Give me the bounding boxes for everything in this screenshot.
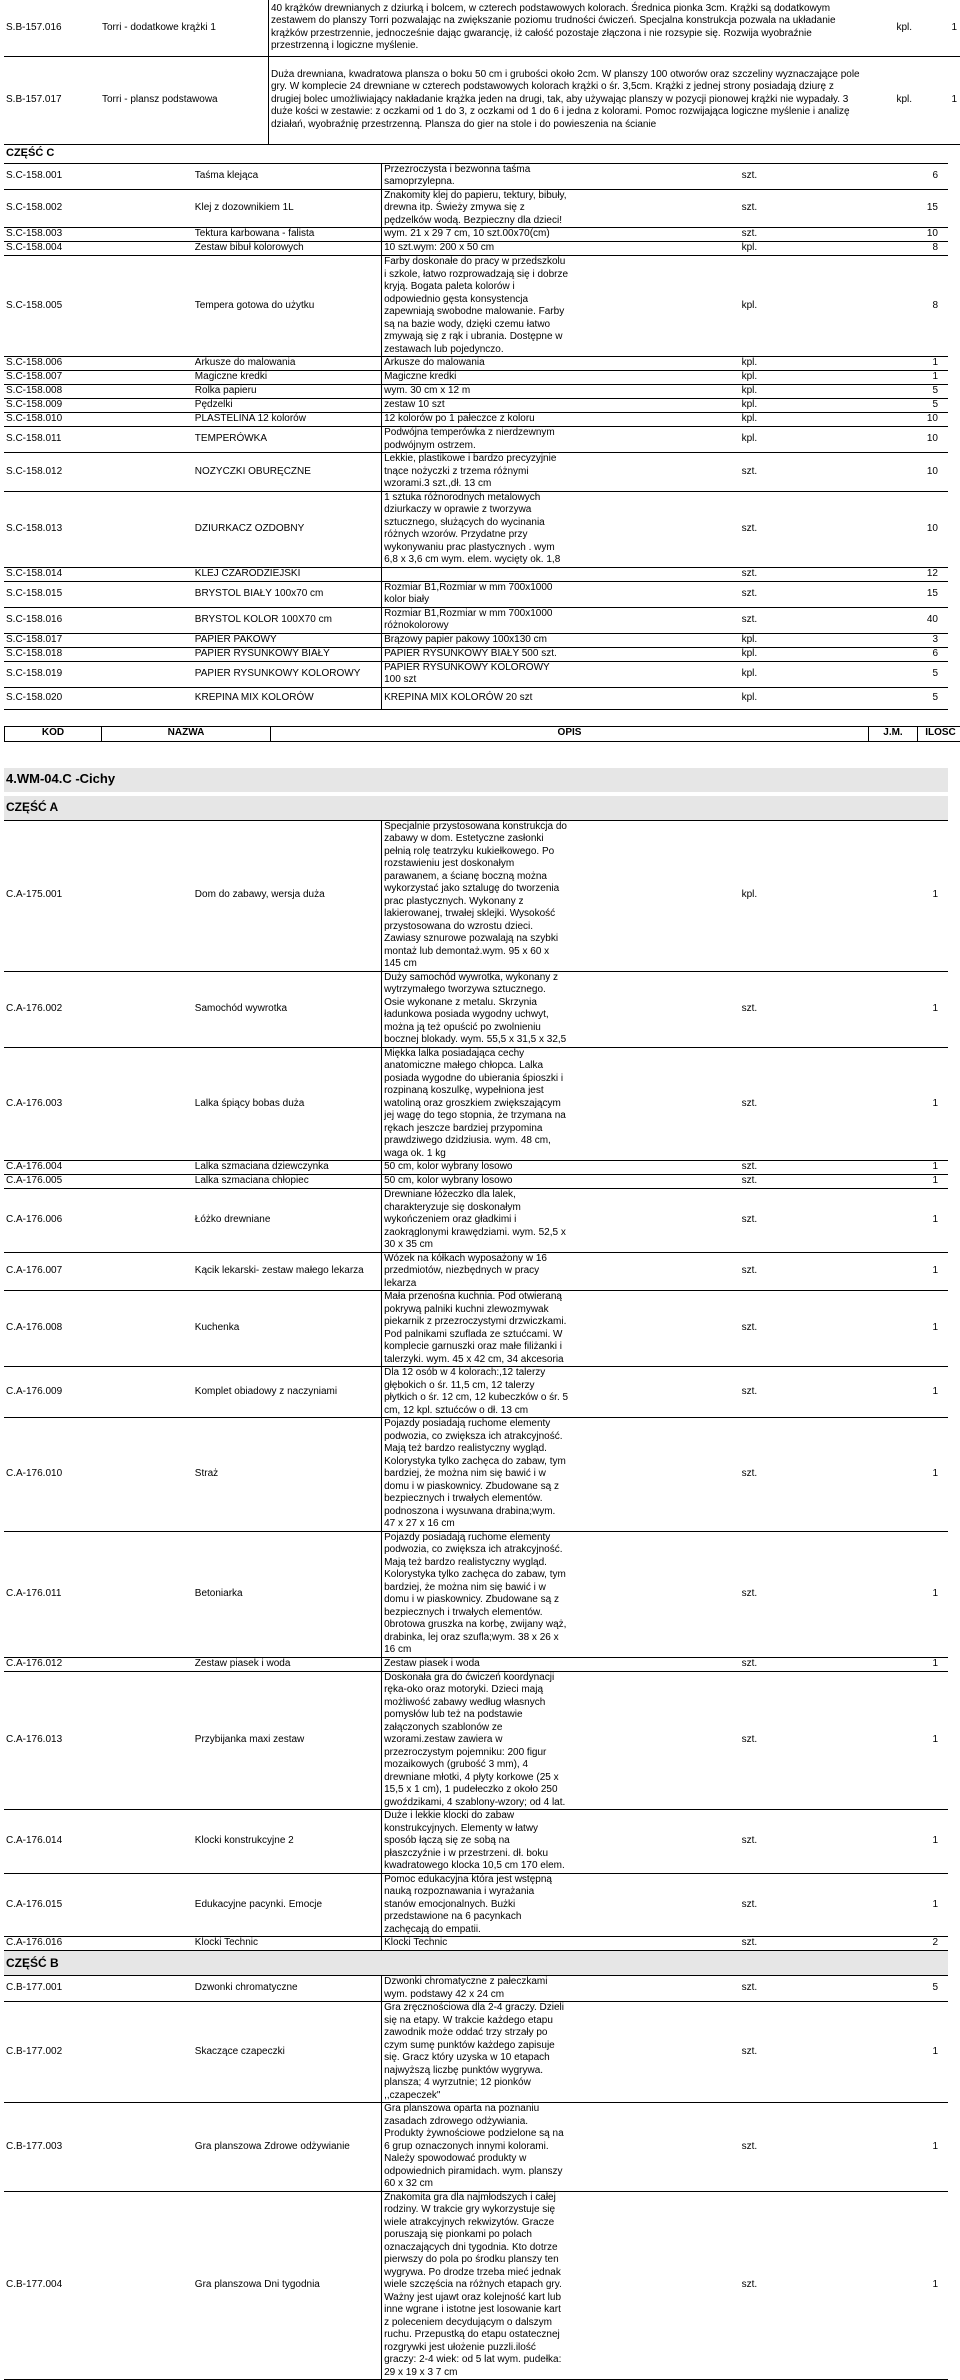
item-quantity: 1 — [759, 1161, 948, 1175]
item-quantity: 15 — [759, 581, 948, 607]
item-unit: szt. — [570, 1873, 759, 1937]
item-code: S.C-158.001 — [4, 163, 193, 189]
item-unit: szt. — [570, 1189, 759, 1253]
item-description: 10 szt.wym: 200 x 50 cm — [382, 242, 571, 256]
item-quantity: 1 — [759, 1367, 948, 1418]
item-unit: szt. — [570, 189, 759, 228]
item-name: Dom do zabawy, wersja duża — [193, 820, 382, 971]
item-name: PAPIER PAKOWY — [193, 633, 382, 647]
item-quantity: 8 — [759, 256, 948, 357]
item-code: S.B-157.016 — [4, 0, 100, 56]
wm-title: 4.WM-04.C -Cichy — [4, 768, 948, 792]
header-qty: ILOSC — [918, 726, 960, 741]
item-code: S.C-158.007 — [4, 371, 193, 385]
table-row — [4, 453, 948, 492]
item-code: C.A-176.007 — [4, 1252, 193, 1291]
item-code: S.C-158.015 — [4, 581, 193, 607]
item-quantity: 1 — [914, 0, 960, 56]
item-code: C.B-177.004 — [4, 2191, 193, 2380]
table-row — [4, 633, 948, 647]
item-quantity: 1 — [759, 1418, 948, 1532]
item-code: C.A-176.014 — [4, 1810, 193, 1874]
item-unit: szt. — [570, 607, 759, 633]
item-description: Podwójna temperówka z nierdzewnym podwójnym ostrzem. — [382, 427, 571, 453]
item-name: Torri - plansz podstawowa — [100, 56, 269, 144]
item-name: Magiczne kredki — [193, 371, 382, 385]
table-row — [4, 1175, 948, 1189]
item-description: Rozmiar B1,Rozmiar w mm 700x1000 kolor biały — [382, 581, 571, 607]
item-name: Dzwonki chromatyczne — [193, 1976, 382, 2002]
table-row — [4, 687, 948, 709]
item-code: C.A-176.008 — [4, 1291, 193, 1367]
item-code: C.A-176.015 — [4, 1873, 193, 1937]
item-name: Tempera gotowa do użytku — [193, 256, 382, 357]
item-quantity: 1 — [759, 1671, 948, 1810]
table-row — [4, 2191, 948, 2380]
item-name: Straż — [193, 1418, 382, 1532]
item-description: Lekkie, plastikowe i bardzo precyzyjnie tnące nożyczki z trzema różnymi wzorami.3 szt.,dł. 13 cm — [382, 453, 571, 492]
table-row — [4, 371, 948, 385]
table-row — [4, 1976, 948, 2002]
item-unit: szt. — [570, 581, 759, 607]
table-row — [4, 413, 948, 427]
part-c-section-row — [4, 145, 948, 164]
item-unit: szt. — [570, 1976, 759, 2002]
item-quantity: 1 — [759, 1175, 948, 1189]
item-name: NOZYCZKI OBURĘCZNE — [193, 453, 382, 492]
item-description: Doskonała gra do ćwiczeń koordynacji ręka-oko oraz motoryki. Dzieci mają możliwość zabawy według własnych pomysłów lub też na podstawie załączonych szablonów ze wzorami.zestaw zawiera w przezroczystym pojemniku: 200 figur mozaikowych (grubość 3 mm), 4 drewniane młotki, 4 płyty korkowe (25 x 15,5 x 1 cm), 1 pudełeczko z około 250 gwoździkami, 4 szablony-wzory; od 4 lat. — [382, 1671, 571, 1810]
item-quantity: 8 — [759, 242, 948, 256]
item-description: 50 cm, kolor wybrany losowo — [382, 1161, 571, 1175]
item-quantity: 10 — [759, 453, 948, 492]
item-name: Pędzelki — [193, 399, 382, 413]
item-description: 12 kolorów po 1 pałeczce z koloru — [382, 413, 571, 427]
item-quantity: 1 — [759, 1657, 948, 1671]
item-unit: szt. — [570, 1810, 759, 1874]
item-code: S.C-158.010 — [4, 413, 193, 427]
item-description: Wózek na kółkach wyposażony w 16 przedmiotów, niezbędnych w pracy lekarza — [382, 1252, 571, 1291]
table-row — [4, 491, 948, 567]
item-name: Komplet obiadowy z naczyniami — [193, 1367, 382, 1418]
item-name: Tektura karbowana - falista — [193, 228, 382, 242]
item-name: Lalka śpiący bobas duża — [193, 1047, 382, 1161]
item-name: Kącik lekarski- zestaw małego lekarza — [193, 1252, 382, 1291]
table-row — [4, 567, 948, 581]
item-name: Lalka szmaciana chłopiec — [193, 1175, 382, 1189]
item-code: C.A-176.016 — [4, 1937, 193, 1951]
item-name: Arkusze do malowania — [193, 357, 382, 371]
item-code: S.C-158.020 — [4, 687, 193, 709]
item-quantity: 5 — [759, 399, 948, 413]
item-name: Zestaw bibuł kolorowych — [193, 242, 382, 256]
item-code: S.C-158.012 — [4, 453, 193, 492]
item-description: Arkusze do malowania — [382, 357, 571, 371]
table-row — [4, 1937, 948, 1951]
item-unit: szt. — [570, 453, 759, 492]
table-row — [4, 1671, 948, 1810]
item-name: Przybijanka maxi zestaw — [193, 1671, 382, 1810]
item-unit: kpl. — [570, 820, 759, 971]
item-description: Rozmiar B1,Rozmiar w mm 700x1000 różnokolorowy — [382, 607, 571, 633]
item-description: 1 sztuka różnorodnych metalowych dziurkaczy w oprawie z tworzywa sztucznego, służących do wycinania różnych wzorów. Przydatne przy wykonywaniu prac plastycznych . wym 6,8 x 3,6 cm wym. elem. wycięty ok. 1,8 — [382, 491, 571, 567]
table-row — [4, 427, 948, 453]
item-code: S.B-157.017 — [4, 56, 100, 144]
item-quantity: 1 — [759, 371, 948, 385]
item-code: S.C-158.009 — [4, 399, 193, 413]
item-name: Gra planszowa Dni tygodnia — [193, 2191, 382, 2380]
item-quantity: 2 — [759, 1937, 948, 1951]
item-unit: szt. — [570, 228, 759, 242]
item-name: Klocki konstrukcyjne 2 — [193, 1810, 382, 1874]
item-unit: szt. — [570, 1418, 759, 1532]
item-description — [382, 567, 571, 581]
item-unit: szt. — [570, 567, 759, 581]
item-code: C.A-176.010 — [4, 1418, 193, 1532]
item-code: S.C-158.018 — [4, 647, 193, 661]
item-description: Drewniane łóżeczko dla lalek, charakteryzuje się doskonałym wykończeniem oraz gładkimi i zaokrąglonymi krawędziami. wym. 52,5 x 30 x 35 cm — [382, 1189, 571, 1253]
item-unit: szt. — [570, 1291, 759, 1367]
item-name: PAPIER RYSUNKOWY KOLOROWY — [193, 661, 382, 687]
table-row — [4, 1531, 948, 1657]
column-header-table — [4, 726, 960, 742]
table-row — [4, 1367, 948, 1418]
item-quantity: 10 — [759, 413, 948, 427]
item-code: C.A-176.005 — [4, 1175, 193, 1189]
part-a-section-row — [4, 796, 948, 821]
item-code: S.C-158.014 — [4, 567, 193, 581]
item-quantity: 1 — [759, 1810, 948, 1874]
table-row — [4, 1657, 948, 1671]
item-unit: kpl. — [570, 385, 759, 399]
table-row — [4, 1047, 948, 1161]
table-row — [4, 242, 948, 256]
item-quantity: 1 — [759, 2191, 948, 2380]
item-code: C.A-176.013 — [4, 1671, 193, 1810]
item-quantity: 5 — [759, 687, 948, 709]
item-code: S.C-158.019 — [4, 661, 193, 687]
item-name: Gra planszowa Zdrowe odżywianie — [193, 2103, 382, 2192]
item-quantity: 10 — [759, 228, 948, 242]
item-name: Zestaw piasek i woda — [193, 1657, 382, 1671]
item-name: KLEJ CZARODZIEJSKI — [193, 567, 382, 581]
item-code: S.C-158.016 — [4, 607, 193, 633]
item-unit: kpl. — [570, 427, 759, 453]
item-unit: kpl. — [570, 399, 759, 413]
item-quantity: 1 — [914, 56, 960, 144]
item-unit: szt. — [570, 1937, 759, 1951]
item-description: wym. 21 x 29 7 cm, 10 szt.00x70(cm) — [382, 228, 571, 242]
part-a-heading: CZĘŚĆ A — [4, 796, 948, 821]
item-description: 40 krążków drewnianych z dziurką i bolcem, w czterech podstawowych kolorach. Średnica pionka 3cm. Krążki są dodatkowym zestawem do planszy Torri pozwalając na zwiększanie poziomu trudności ćwiczeń. Specjalna konstrukcja pozwala na układanie krążków przestrzennie, jednocześnie dając gwarancję, iż całość pozostaje złączona i nie rozsypie się. Rozwija wyobraźnie przestrzenną i logiczne myślenie. — [269, 0, 867, 56]
table-row — [4, 385, 948, 399]
table-row — [4, 1291, 948, 1367]
part-b-continuation-table — [4, 0, 960, 145]
item-quantity: 1 — [759, 1252, 948, 1291]
table-row — [4, 2002, 948, 2103]
item-quantity: 3 — [759, 633, 948, 647]
item-unit: szt. — [570, 163, 759, 189]
item-code: S.C-158.003 — [4, 228, 193, 242]
item-description: Magiczne kredki — [382, 371, 571, 385]
item-unit: szt. — [570, 2103, 759, 2192]
item-unit: kpl. — [570, 413, 759, 427]
table-row — [4, 228, 948, 242]
table-row — [4, 1252, 948, 1291]
item-quantity: 6 — [759, 163, 948, 189]
table-row — [4, 661, 948, 687]
item-description: Dzwonki chromatyczne z pałeczkami wym. podstawy 42 x 24 cm — [382, 1976, 571, 2002]
item-description: PAPIER RYSUNKOWY BIAŁY 500 szt. — [382, 647, 571, 661]
item-code: C.A-176.002 — [4, 971, 193, 1047]
item-code: C.B-177.002 — [4, 2002, 193, 2103]
item-name: Łóżko drewniane — [193, 1189, 382, 1253]
header-unit: J.M. — [869, 726, 918, 741]
item-code: S.C-158.008 — [4, 385, 193, 399]
table-row — [4, 163, 948, 189]
item-unit: kpl. — [866, 0, 914, 56]
item-description: Gra planszowa oparta na poznaniu zasadach zdrowego odżywiania. Produkty żywnościowe podzielone są na 6 grup oznaczonych innymi kolorami. Należy spowodować produkty w odpowiednich piramidach. wym. planszy 60 x 32 cm — [382, 2103, 571, 2192]
item-unit: kpl. — [570, 633, 759, 647]
item-quantity: 1 — [759, 2103, 948, 2192]
part-c-heading: CZĘŚĆ C — [4, 145, 948, 164]
item-name: Betoniarka — [193, 1531, 382, 1657]
item-code: S.C-158.004 — [4, 242, 193, 256]
item-quantity: 1 — [759, 820, 948, 971]
item-quantity: 1 — [759, 1189, 948, 1253]
item-unit: kpl. — [570, 687, 759, 709]
item-name: Skaczące czapeczki — [193, 2002, 382, 2103]
item-unit: szt. — [570, 491, 759, 567]
item-description: Pomoc edukacyjna która jest wstępną nauką rozpoznawania i wyrażania stanów emocjonalnych. Bużki przedstawione na 6 pacynkach zachęcają do empatii. — [382, 1873, 571, 1937]
item-name: TEMPERÓWKA — [193, 427, 382, 453]
table-row — [4, 189, 948, 228]
item-code: S.C-158.002 — [4, 189, 193, 228]
item-unit: szt. — [570, 1047, 759, 1161]
item-code: C.A-176.012 — [4, 1657, 193, 1671]
item-description: Brązowy papier pakowy 100x130 cm — [382, 633, 571, 647]
item-code: S.C-158.011 — [4, 427, 193, 453]
item-code: S.C-158.013 — [4, 491, 193, 567]
item-description: Znakomity klej do papieru, tektury, bibuły, drewna itp. Świeży zmywa się z pędzelków wodą. Bezpieczny dla dzieci! — [382, 189, 571, 228]
item-description: Znakomita gra dla najmłodszych i całej rodziny. W trakcie gry wykorzystuje się wiele atrakcyjnych rekwizytów. Gracze poruszają się pionkami po polach oznaczających dni tygodnia. Kto dotrze pierwszy do pola po środku planszy ten wygrywa. Po drodze trzeba mieć jednak wiele szczęścia na różnych etapach gry. Ważny jest ujawt oraz kolejność kart lub inne wgrane i istotne jest losowanie kart z poleceniem decydującym o dalszym ruchu. Przepustką do etapu ostatecznej rozgrywki jest ułożenie puzzli.ilość graczy: 2-4 wiek: od 5 lat wym. pudełka: 29 x 19 x 3 7 cm — [382, 2191, 571, 2380]
item-name: Samochód wywrotka — [193, 971, 382, 1047]
item-description: wym. 30 cm x 12 m — [382, 385, 571, 399]
item-quantity: 1 — [759, 971, 948, 1047]
item-description: Przezroczysta i bezwonna taśma samoprzylepna. — [382, 163, 571, 189]
item-description: 50 cm, kolor wybrany losowo — [382, 1175, 571, 1189]
item-description: Miękka lalka posiadająca cechy anatomiczne małego chłopca. Lalka posiada wygodne do ubierania śpioszki i rozpinaną koszulkę, wypełniona jest watoliną oraz groszkiem zwiększającym jej wagę do tego stopnia, że trzymana na rękach jeszcze bardziej przypomina prawdziwego dzidziusia. wym. 48 cm, waga ok. 1 kg — [382, 1047, 571, 1161]
item-quantity: 10 — [759, 491, 948, 567]
table-row — [4, 256, 948, 357]
item-unit: szt. — [570, 1367, 759, 1418]
table-row — [4, 971, 948, 1047]
item-quantity: 1 — [759, 1291, 948, 1367]
item-description: Mała przenośna kuchnia. Pod otwieraną pokrywą palniki kuchni zlewozmywak piekarnik z przezroczystymi drzwiczkami. Pod palnikami szuflada ze sztućcami. W komplecie garnuszki oraz małe filiżanki i talerzyki. wym. 45 x 42 cm, 34 akcesoria — [382, 1291, 571, 1367]
item-unit: kpl. — [866, 56, 914, 144]
item-quantity: 1 — [759, 1531, 948, 1657]
item-code: C.A-176.004 — [4, 1161, 193, 1175]
item-description: Duża drewniana, kwadratowa plansza o boku 50 cm i grubości około 2cm. W planszy 100 otworów oraz szczeliny wyznaczające pole gry. W komplecie 24 drewniane w czterech podstawowych kolorach krążki o śr. 3,5cm. Krążki z jednej strony posiadają dziurę z drugiej bolec umożliwiający nakładanie krążka jeden na drugi, tak, aby używając planszy w pozycji pionowej krążki nie wypadały. 3 duże kości w zestawie: z oczkami od 1 do 3, z oczkami od 1 do 6 i jedna z kolorami. Pomoc rozwijająca logiczne myślenie i analizę działań, wyobraźnię przestrzenną. Plansza do gier na stole i do powieszenia na ścianie — [269, 56, 867, 144]
item-name: Rolka papieru — [193, 385, 382, 399]
item-quantity: 12 — [759, 567, 948, 581]
table-row — [4, 399, 948, 413]
table-row — [4, 2103, 948, 2192]
item-unit: szt. — [570, 1671, 759, 1810]
table-row — [4, 1810, 948, 1874]
item-quantity: 5 — [759, 1976, 948, 2002]
item-description: Farby doskonałe do pracy w przedszkolu i szkole, łatwo rozprowadzają się i dobrze kryją. Bogata paleta kolorów i odpowiednio gęsta konsystencja zapewniają swobodne malowanie. Farby są na bazie wody, dzięki czemu łatwo zmywają się z rąk i ubrania. Dostępne w zestawach lub pojedynczo. — [382, 256, 571, 357]
item-code: C.A-176.011 — [4, 1531, 193, 1657]
item-name: BRYSTOL BIAŁY 100x70 cm — [193, 581, 382, 607]
item-quantity: 5 — [759, 385, 948, 399]
item-unit: szt. — [570, 1531, 759, 1657]
item-description: Duży samochód wywrotka, wykonany z wytrzymałego tworzywa sztucznego. Osie wykonane z metalu. Skrzynia ładunkowa posiada wygodny uchwyt, można ją też opuścić po zwolnieniu bocznej blokady. wym. 55,5 x 31,5 x 32,5 — [382, 971, 571, 1047]
item-code: C.A-176.009 — [4, 1367, 193, 1418]
table-row — [4, 607, 948, 633]
item-unit: szt. — [570, 1161, 759, 1175]
item-quantity: 1 — [759, 2002, 948, 2103]
item-name: BRYSTOL KOLOR 100X70 cm — [193, 607, 382, 633]
item-name: Klej z dozownikiem 1L — [193, 189, 382, 228]
item-description: Klocki Technic — [382, 1937, 571, 1951]
item-name: DZIURKACZ OZDOBNY — [193, 491, 382, 567]
item-description: Specjalnie przystosowana konstrukcja do zabawy w dom. Estetyczne zasłonki pełnią rolę teatrzyku kukiełkowego. Po rozstawieniu jest doskonałym parawanem, a ścianę boczną można wykorzystać jako sztalugę do tworzenia prac plastycznych. Wykonany z lakierowanej, trwałej sklejki. Wysokość przystosowana do wzrostu dzieci. Zawiasy sznurowe pozwalają na szybki montaż lub demontaż.wym. 95 x 60 x 145 cm — [382, 820, 571, 971]
item-unit: szt. — [570, 971, 759, 1047]
item-unit: szt. — [570, 1252, 759, 1291]
item-quantity: 5 — [759, 661, 948, 687]
part-c-table — [4, 145, 948, 710]
wm-title-row — [4, 768, 948, 792]
item-description: Pojazdy posiadają ruchome elementy podwozia, co zwiększa ich atrakcyjność. Mają też bardzo realistyczny wygląd. Kolorystyka tylko zachęca do zabaw, tym bardziej, że można nim się bawić i w domu i w piaskownicy. Zbudowane są z bezpiecznych i trwałych elementów. podnoszona i wysuwana drabina;wym. 47 x 27 x 16 cm — [382, 1418, 571, 1532]
table-row — [4, 581, 948, 607]
item-description: Duże i lekkie klocki do zabaw konstrukcyjnych. Elementy w łatwy sposób łączą się ze sobą na płaszczyźnie i w przestrzeni. dł. boku kwadratowego klocka 10,5 cm 170 elem. — [382, 1810, 571, 1874]
table-row — [4, 820, 948, 971]
item-quantity: 6 — [759, 647, 948, 661]
wm-section-table — [4, 768, 948, 2380]
table-row — [4, 1161, 948, 1175]
part-b-section-row — [4, 1951, 948, 1976]
table-row — [4, 56, 960, 144]
item-unit: kpl. — [570, 256, 759, 357]
item-description: KREPINA MIX KOLORÓW 20 szt — [382, 687, 571, 709]
item-quantity: 15 — [759, 189, 948, 228]
item-code: S.C-158.006 — [4, 357, 193, 371]
item-name: PAPIER RYSUNKOWY BIAŁY — [193, 647, 382, 661]
item-unit: kpl. — [570, 242, 759, 256]
item-name: Kuchenka — [193, 1291, 382, 1367]
header-desc: OPIS — [271, 726, 869, 741]
item-quantity: 1 — [759, 1047, 948, 1161]
item-description: PAPIER RYSUNKOWY KOLOROWY 100 szt — [382, 661, 571, 687]
table-row — [4, 0, 960, 56]
item-code: C.A-176.003 — [4, 1047, 193, 1161]
table-row — [4, 1873, 948, 1937]
item-unit: szt. — [570, 1657, 759, 1671]
item-name: Torri - dodatkowe krążki 1 — [100, 0, 269, 56]
part-b-heading: CZĘŚĆ B — [4, 1951, 948, 1976]
item-description: Zestaw piasek i woda — [382, 1657, 571, 1671]
item-unit: szt. — [570, 2002, 759, 2103]
item-unit: szt. — [570, 1175, 759, 1189]
item-unit: szt. — [570, 2191, 759, 2380]
header-code: KOD — [5, 726, 102, 741]
item-code: C.A-175.001 — [4, 820, 193, 971]
table-row — [4, 1418, 948, 1532]
item-name: PLASTELINA 12 kolorów — [193, 413, 382, 427]
item-name: Klocki Technic — [193, 1937, 382, 1951]
item-quantity: 10 — [759, 427, 948, 453]
item-description: Dla 12 osób w 4 kolorach:,12 talerzy głębokich o śr. 11,5 cm, 12 talerzy płytkich o śr. 12 cm, 12 kubeczków o śr. 5 cm, 12 kpl. sztućców o dł. 13 cm — [382, 1367, 571, 1418]
item-unit: kpl. — [570, 371, 759, 385]
item-description: zestaw 10 szt — [382, 399, 571, 413]
item-quantity: 1 — [759, 357, 948, 371]
header-name: NAZWA — [102, 726, 271, 741]
table-row — [4, 647, 948, 661]
column-header-row — [5, 726, 960, 741]
item-name: Lalka szmaciana dziewczynka — [193, 1161, 382, 1175]
item-quantity: 40 — [759, 607, 948, 633]
item-unit: kpl. — [570, 357, 759, 371]
item-code: C.A-176.006 — [4, 1189, 193, 1253]
item-name: Edukacyjne pacynki. Emocje — [193, 1873, 382, 1937]
item-code: S.C-158.005 — [4, 256, 193, 357]
item-name: KREPINA MIX KOLORÓW — [193, 687, 382, 709]
item-unit: kpl. — [570, 661, 759, 687]
item-description: Pojazdy posiadają ruchome elementy podwozia, co zwiększa ich atrakcyjność. Mają też bardzo realistyczny wygląd. Kolorystyka tylko zachęca do zabaw, tym bardziej, że można nim się bawić i w domu i w piaskownicy. Zbudowane są z bezpiecznych i trwałych elementów. 0brotowa gruszka na korbę, zwijany wąż, drabinka, lej oraz szufla;wym. 38 x 26 x 16 cm — [382, 1531, 571, 1657]
item-quantity: 1 — [759, 1873, 948, 1937]
item-name: Taśma klejąca — [193, 163, 382, 189]
table-row — [4, 1189, 948, 1253]
table-row — [4, 357, 948, 371]
item-unit: kpl. — [570, 647, 759, 661]
item-code: C.B-177.001 — [4, 1976, 193, 2002]
item-description: Gra zręcznościowa dla 2-4 graczy. Dzieli się na etapy. W trakcie każdego etapu zawodnik może oddać trzy strzały po czym sumę punktów każdego zapisuje się. Gracz który uzyska w 10 etapach najwyższą liczbę punktów wygrywa. plansza; 4 wyrzutnie; 12 pionków ,,czapeczek" — [382, 2002, 571, 2103]
item-code: C.B-177.003 — [4, 2103, 193, 2192]
item-code: S.C-158.017 — [4, 633, 193, 647]
